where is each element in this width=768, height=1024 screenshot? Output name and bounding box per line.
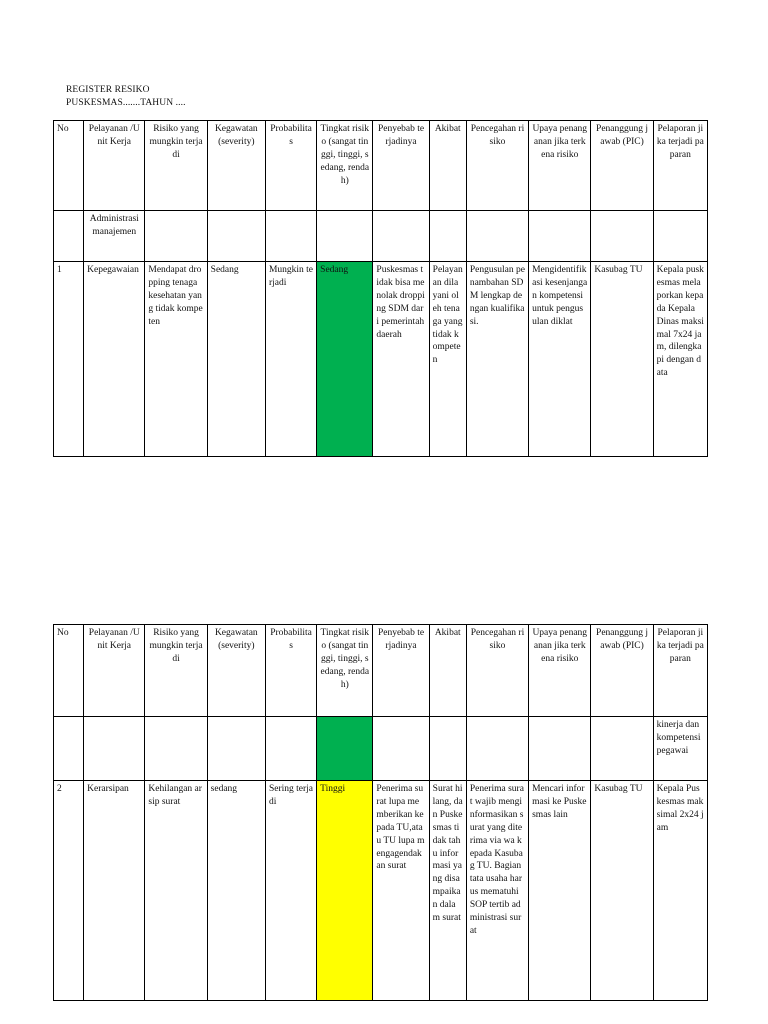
row-risk-level: Sedang (317, 262, 373, 457)
row-no: 1 (54, 262, 84, 457)
row-severity: Sedang (207, 262, 265, 457)
row-risk-level: Tinggi (317, 781, 373, 1001)
col-header-severity: Kegawatan (severity) (207, 625, 265, 717)
register-subtitle: PUSKESMAS.......TAHUN .... (66, 98, 186, 108)
col-header-pic: Penanggung jawab (PIC) (591, 625, 653, 717)
row-effect: Pelayanan dilayani oleh tenaga yang tidak kompeten (429, 262, 466, 457)
row-risk: Mendapat dropping tenaga kesehatan yang tidak kompeten (145, 262, 207, 457)
row-unit: Kepegawaian (84, 262, 145, 457)
row-cause: Penerima surat lupa memberikan kepada TU,atau TU lupa mengagendakan surat (373, 781, 429, 1001)
col-header-risk: Risiko yang mungkin terjadi (145, 121, 207, 211)
row-probability: Sering terjadi (265, 781, 316, 1001)
row-severity: sedang (207, 781, 265, 1001)
row-report: kinerja dan kompetensi pegawai (653, 717, 707, 781)
row-risk-level (317, 717, 373, 781)
col-header-risk-level: Tingkat risiko (sangat tinggi, tinggi, sedang, rendah) (317, 625, 373, 717)
row-pic: Kasubag TU (591, 781, 653, 1001)
row-effect: Surat hilang, dan Puskesmas tidak tahu informasi yang disampaikan dalam surat (429, 781, 466, 1001)
row-risk: Kehilangan arsip surat (145, 781, 207, 1001)
col-header-handling: Upaya penanganan jika terkena risiko (529, 625, 591, 717)
table-header-row (54, 625, 708, 717)
row-handling: Mencari informasi ke Puskesmas lain (529, 781, 591, 1001)
row-unit: Kerarsipan (84, 781, 145, 1001)
col-header-effect: Akibat (429, 121, 466, 211)
row-pic: Kasubag TU (591, 262, 653, 457)
col-header-prevention: Pencegahan risiko (466, 625, 528, 717)
risk-register-table-1 (53, 120, 708, 457)
col-header-cause: Penyebab terjadinya (373, 121, 429, 211)
col-header-prevention: Pencegahan risiko (466, 121, 528, 211)
row-prevention: Pengusulan penambahan SDM lengkap dengan kualifikasi. (466, 262, 528, 457)
col-header-cause: Penyebab terjadinya (373, 625, 429, 717)
row-probability: Mungkin terjadi (265, 262, 316, 457)
register-title: REGISTER RESIKO (66, 85, 150, 95)
row-cause: Puskesmas tidak bisa menolak dropping SDM dari pemerintah daerah (373, 262, 429, 457)
continuation-row (54, 717, 708, 781)
col-header-report: Pelaporan jika terjadi paparan (653, 121, 707, 211)
col-header-severity: Kegawatan (severity) (207, 121, 265, 211)
col-header-report: Pelaporan jika terjadi paparan (653, 625, 707, 717)
col-header-no: No (54, 121, 84, 211)
row-handling: Mengidentifikasi kesenjangan kompetensi untuk pengusulan diklat (529, 262, 591, 457)
col-header-pic: Penanggung jawab (PIC) (591, 121, 653, 211)
row-report: Kepala Puskesmas maksimal 2x24 jam (653, 781, 707, 1001)
row-no: 2 (54, 781, 84, 1001)
col-header-handling: Upaya penanganan jika terkena risiko (529, 121, 591, 211)
col-header-probability: Probabilitas (265, 625, 316, 717)
table-row (54, 262, 708, 457)
risk-register-table-2 (53, 624, 708, 1001)
table-row (54, 781, 708, 1001)
col-header-unit: Pelayanan /Unit Kerja (84, 121, 145, 211)
col-header-probability: Probabilitas (265, 121, 316, 211)
section-label: Administrasi manajemen (84, 211, 145, 262)
section-row (54, 211, 708, 262)
row-report: Kepala puskesmas melaporkan kepada Kepala Dinas maksimal 7x24 jam, dilengkapi dengan data (653, 262, 707, 457)
table-header-row (54, 121, 708, 211)
col-header-unit: Pelayanan /Unit Kerja (84, 625, 145, 717)
col-header-risk-level: Tingkat risiko (sangat tinggi, tinggi, sedang, rendah) (317, 121, 373, 211)
row-prevention: Penerima surat wajib menginformasikan surat yang diterima via wa kepada Kasubag TU. Bagian tata usaha harus mematuhi SOP tertib administrasi surat (466, 781, 528, 1001)
col-header-effect: Akibat (429, 625, 466, 717)
col-header-no: No (54, 625, 84, 717)
col-header-risk: Risiko yang mungkin terjadi (145, 625, 207, 717)
